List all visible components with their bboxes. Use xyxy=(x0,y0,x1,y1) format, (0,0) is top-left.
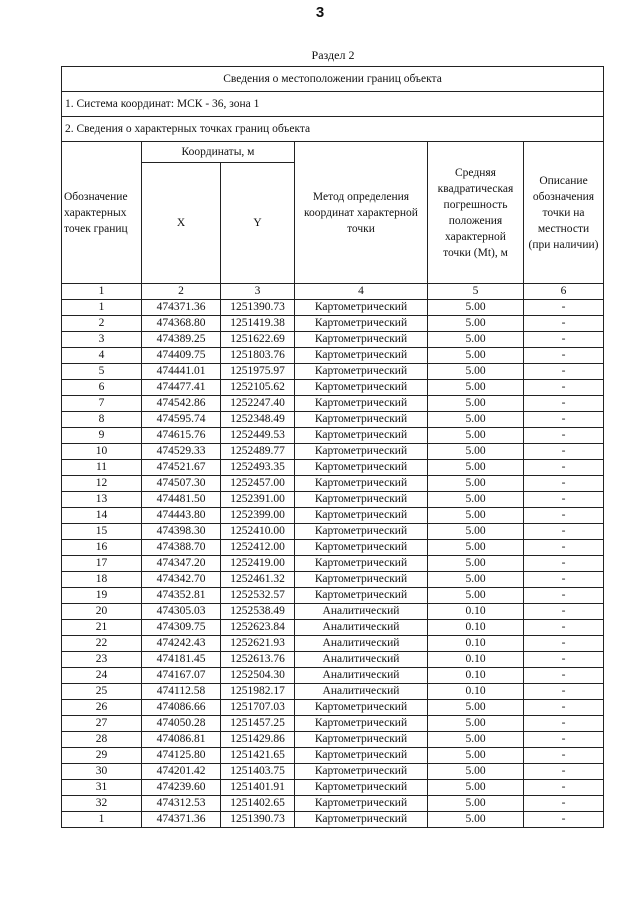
method-cell: Картометрический xyxy=(295,796,428,812)
y-coordinate-cell: 1252504.30 xyxy=(221,668,295,684)
method-cell: Картометрический xyxy=(295,476,428,492)
table-row xyxy=(62,716,604,732)
table-row xyxy=(62,524,604,540)
table-row xyxy=(62,508,604,524)
y-coordinate-cell: 1251429.86 xyxy=(221,732,295,748)
accuracy-cell: 0.10 xyxy=(428,668,524,684)
method-cell: Аналитический xyxy=(295,684,428,700)
description-cell: - xyxy=(524,764,604,780)
point-number-cell: 16 xyxy=(62,540,142,556)
method-cell: Картометрический xyxy=(295,460,428,476)
point-number-cell: 31 xyxy=(62,780,142,796)
boundary-points-table xyxy=(61,66,604,828)
x-coordinate-cell: 474167.07 xyxy=(142,668,221,684)
description-cell: - xyxy=(524,620,604,636)
table-row xyxy=(62,780,604,796)
accuracy-cell: 5.00 xyxy=(428,508,524,524)
x-coordinate-cell: 474239.60 xyxy=(142,780,221,796)
y-coordinate-cell: 1252412.00 xyxy=(221,540,295,556)
y-coordinate-cell: 1251622.69 xyxy=(221,332,295,348)
accuracy-cell: 5.00 xyxy=(428,796,524,812)
header-accuracy: Средняя квадратическая погрешность положения характерной точки (Mt), м xyxy=(428,142,524,284)
y-coordinate-cell: 1252410.00 xyxy=(221,524,295,540)
description-cell: - xyxy=(524,508,604,524)
y-coordinate-cell: 1252538.49 xyxy=(221,604,295,620)
method-cell: Картометрический xyxy=(295,524,428,540)
y-coordinate-cell: 1251403.75 xyxy=(221,764,295,780)
y-coordinate-cell: 1252399.00 xyxy=(221,508,295,524)
column-number: 1 xyxy=(62,284,142,300)
coord-system-row: 1. Система координат: МСК - 36, зона 1 xyxy=(62,92,604,117)
y-coordinate-cell: 1251419.38 xyxy=(221,316,295,332)
column-number: 5 xyxy=(428,284,524,300)
point-number-cell: 13 xyxy=(62,492,142,508)
x-coordinate-cell: 474125.80 xyxy=(142,748,221,764)
point-number-cell: 24 xyxy=(62,668,142,684)
method-cell: Аналитический xyxy=(295,604,428,620)
y-coordinate-cell: 1251401.91 xyxy=(221,780,295,796)
x-coordinate-cell: 474312.53 xyxy=(142,796,221,812)
method-cell: Картометрический xyxy=(295,540,428,556)
description-cell: - xyxy=(524,364,604,380)
x-coordinate-cell: 474388.70 xyxy=(142,540,221,556)
table-row xyxy=(62,380,604,396)
table-row xyxy=(62,684,604,700)
point-number-cell: 26 xyxy=(62,700,142,716)
point-number-cell: 17 xyxy=(62,556,142,572)
table-row xyxy=(62,652,604,668)
description-cell: - xyxy=(524,300,604,316)
description-cell: - xyxy=(524,700,604,716)
y-coordinate-cell: 1252623.84 xyxy=(221,620,295,636)
accuracy-cell: 5.00 xyxy=(428,412,524,428)
method-cell: Картометрический xyxy=(295,748,428,764)
table-row xyxy=(62,396,604,412)
accuracy-cell: 5.00 xyxy=(428,444,524,460)
x-coordinate-cell: 474529.33 xyxy=(142,444,221,460)
method-cell: Картометрический xyxy=(295,380,428,396)
description-cell: - xyxy=(524,684,604,700)
accuracy-cell: 5.00 xyxy=(428,748,524,764)
accuracy-cell: 5.00 xyxy=(428,300,524,316)
x-coordinate-cell: 474342.70 xyxy=(142,572,221,588)
method-cell: Картометрический xyxy=(295,364,428,380)
column-number: 2 xyxy=(142,284,221,300)
header-point-designation: Обозначение характерных точек границ xyxy=(62,142,142,284)
table-row xyxy=(62,588,604,604)
x-coordinate-cell: 474521.67 xyxy=(142,460,221,476)
accuracy-cell: 5.00 xyxy=(428,492,524,508)
x-coordinate-cell: 474305.03 xyxy=(142,604,221,620)
method-cell: Картометрический xyxy=(295,588,428,604)
y-coordinate-cell: 1252391.00 xyxy=(221,492,295,508)
description-cell: - xyxy=(524,748,604,764)
x-coordinate-cell: 474389.25 xyxy=(142,332,221,348)
method-cell: Картометрический xyxy=(295,764,428,780)
table-row xyxy=(62,348,604,364)
method-cell: Картометрический xyxy=(295,812,428,828)
x-coordinate-cell: 474398.30 xyxy=(142,524,221,540)
description-cell: - xyxy=(524,636,604,652)
column-number-row xyxy=(62,284,604,300)
x-coordinate-cell: 474347.20 xyxy=(142,556,221,572)
method-cell: Картометрический xyxy=(295,316,428,332)
method-cell: Картометрический xyxy=(295,700,428,716)
header-description: Описание обозначения точки на местности (при наличии) xyxy=(524,142,604,284)
y-coordinate-cell: 1251390.73 xyxy=(221,300,295,316)
description-cell: - xyxy=(524,732,604,748)
point-number-cell: 4 xyxy=(62,348,142,364)
point-number-cell: 28 xyxy=(62,732,142,748)
y-coordinate-cell: 1252461.32 xyxy=(221,572,295,588)
description-cell: - xyxy=(524,460,604,476)
description-cell: - xyxy=(524,796,604,812)
description-cell: - xyxy=(524,668,604,684)
column-number: 4 xyxy=(295,284,428,300)
description-cell: - xyxy=(524,556,604,572)
accuracy-cell: 5.00 xyxy=(428,540,524,556)
point-number-cell: 32 xyxy=(62,796,142,812)
point-number-cell: 7 xyxy=(62,396,142,412)
method-cell: Аналитический xyxy=(295,652,428,668)
x-coordinate-cell: 474441.01 xyxy=(142,364,221,380)
description-cell: - xyxy=(524,316,604,332)
y-coordinate-cell: 1251707.03 xyxy=(221,700,295,716)
description-cell: - xyxy=(524,428,604,444)
y-coordinate-cell: 1251421.65 xyxy=(221,748,295,764)
accuracy-cell: 5.00 xyxy=(428,476,524,492)
x-coordinate-cell: 474477.41 xyxy=(142,380,221,396)
method-cell: Картометрический xyxy=(295,716,428,732)
description-cell: - xyxy=(524,396,604,412)
method-cell: Картометрический xyxy=(295,428,428,444)
description-cell: - xyxy=(524,588,604,604)
description-cell: - xyxy=(524,716,604,732)
point-number-cell: 14 xyxy=(62,508,142,524)
header-x: X xyxy=(142,163,221,284)
accuracy-cell: 5.00 xyxy=(428,364,524,380)
table-row xyxy=(62,300,604,316)
table-row xyxy=(62,332,604,348)
accuracy-cell: 5.00 xyxy=(428,556,524,572)
description-cell: - xyxy=(524,348,604,364)
method-cell: Картометрический xyxy=(295,444,428,460)
method-cell: Картометрический xyxy=(295,332,428,348)
accuracy-cell: 5.00 xyxy=(428,524,524,540)
header-coordinates: Координаты, м xyxy=(142,142,295,163)
x-coordinate-cell: 474409.75 xyxy=(142,348,221,364)
table-row xyxy=(62,812,604,828)
description-cell: - xyxy=(524,524,604,540)
point-number-cell: 18 xyxy=(62,572,142,588)
description-cell: - xyxy=(524,476,604,492)
point-number-cell: 1 xyxy=(62,300,142,316)
y-coordinate-cell: 1252419.00 xyxy=(221,556,295,572)
accuracy-cell: 5.00 xyxy=(428,460,524,476)
accuracy-cell: 5.00 xyxy=(428,780,524,796)
table-row xyxy=(62,556,604,572)
header-method: Метод определения координат характерной точки xyxy=(295,142,428,284)
table-row xyxy=(62,460,604,476)
accuracy-cell: 5.00 xyxy=(428,396,524,412)
accuracy-cell: 0.10 xyxy=(428,684,524,700)
x-coordinate-cell: 474371.36 xyxy=(142,300,221,316)
method-cell: Аналитический xyxy=(295,668,428,684)
table-row xyxy=(62,748,604,764)
y-coordinate-cell: 1251982.17 xyxy=(221,684,295,700)
y-coordinate-cell: 1252532.57 xyxy=(221,588,295,604)
accuracy-cell: 5.00 xyxy=(428,700,524,716)
method-cell: Картометрический xyxy=(295,556,428,572)
method-cell: Аналитический xyxy=(295,636,428,652)
x-coordinate-cell: 474309.75 xyxy=(142,620,221,636)
point-number-cell: 6 xyxy=(62,380,142,396)
x-coordinate-cell: 474368.80 xyxy=(142,316,221,332)
y-coordinate-cell: 1252348.49 xyxy=(221,412,295,428)
point-number-cell: 22 xyxy=(62,636,142,652)
method-cell: Картометрический xyxy=(295,732,428,748)
table-row xyxy=(62,428,604,444)
accuracy-cell: 0.10 xyxy=(428,604,524,620)
description-cell: - xyxy=(524,652,604,668)
accuracy-cell: 0.10 xyxy=(428,636,524,652)
y-coordinate-cell: 1252457.00 xyxy=(221,476,295,492)
x-coordinate-cell: 474542.86 xyxy=(142,396,221,412)
accuracy-cell: 5.00 xyxy=(428,732,524,748)
column-number: 3 xyxy=(221,284,295,300)
point-number-cell: 19 xyxy=(62,588,142,604)
table-row xyxy=(62,668,604,684)
method-cell: Аналитический xyxy=(295,620,428,636)
method-cell: Картометрический xyxy=(295,780,428,796)
point-number-cell: 3 xyxy=(62,332,142,348)
method-cell: Картометрический xyxy=(295,508,428,524)
description-cell: - xyxy=(524,572,604,588)
points-heading-row: 2. Сведения о характерных точках границ объекта xyxy=(62,117,604,142)
table-row xyxy=(62,764,604,780)
table-row xyxy=(62,796,604,812)
table-row xyxy=(62,364,604,380)
description-cell: - xyxy=(524,412,604,428)
description-cell: - xyxy=(524,780,604,796)
accuracy-cell: 5.00 xyxy=(428,428,524,444)
y-coordinate-cell: 1252621.93 xyxy=(221,636,295,652)
point-number-cell: 27 xyxy=(62,716,142,732)
table-row xyxy=(62,444,604,460)
x-coordinate-cell: 474242.43 xyxy=(142,636,221,652)
point-number-cell: 29 xyxy=(62,748,142,764)
method-cell: Картометрический xyxy=(295,572,428,588)
x-coordinate-cell: 474481.50 xyxy=(142,492,221,508)
accuracy-cell: 5.00 xyxy=(428,572,524,588)
table-row xyxy=(62,620,604,636)
method-cell: Картометрический xyxy=(295,492,428,508)
y-coordinate-cell: 1251803.76 xyxy=(221,348,295,364)
point-number-cell: 5 xyxy=(62,364,142,380)
table-row xyxy=(62,492,604,508)
y-coordinate-cell: 1252613.76 xyxy=(221,652,295,668)
description-cell: - xyxy=(524,604,604,620)
x-coordinate-cell: 474443.80 xyxy=(142,508,221,524)
method-cell: Картометрический xyxy=(295,348,428,364)
point-number-cell: 8 xyxy=(62,412,142,428)
table-row xyxy=(62,412,604,428)
x-coordinate-cell: 474371.36 xyxy=(142,812,221,828)
table-row xyxy=(62,540,604,556)
x-coordinate-cell: 474086.81 xyxy=(142,732,221,748)
table-row xyxy=(62,476,604,492)
accuracy-cell: 5.00 xyxy=(428,348,524,364)
x-coordinate-cell: 474507.30 xyxy=(142,476,221,492)
point-number-cell: 1 xyxy=(62,812,142,828)
accuracy-cell: 5.00 xyxy=(428,764,524,780)
point-number-cell: 11 xyxy=(62,460,142,476)
y-coordinate-cell: 1252449.53 xyxy=(221,428,295,444)
x-coordinate-cell: 474050.28 xyxy=(142,716,221,732)
description-cell: - xyxy=(524,540,604,556)
table-row xyxy=(62,700,604,716)
x-coordinate-cell: 474112.58 xyxy=(142,684,221,700)
method-cell: Картометрический xyxy=(295,412,428,428)
method-cell: Картометрический xyxy=(295,300,428,316)
y-coordinate-cell: 1251975.97 xyxy=(221,364,295,380)
description-cell: - xyxy=(524,380,604,396)
x-coordinate-cell: 474352.81 xyxy=(142,588,221,604)
x-coordinate-cell: 474201.42 xyxy=(142,764,221,780)
description-cell: - xyxy=(524,812,604,828)
point-number-cell: 12 xyxy=(62,476,142,492)
y-coordinate-cell: 1252247.40 xyxy=(221,396,295,412)
accuracy-cell: 0.10 xyxy=(428,652,524,668)
y-coordinate-cell: 1252493.35 xyxy=(221,460,295,476)
x-coordinate-cell: 474595.74 xyxy=(142,412,221,428)
y-coordinate-cell: 1252489.77 xyxy=(221,444,295,460)
table-row xyxy=(62,316,604,332)
table-row xyxy=(62,636,604,652)
accuracy-cell: 5.00 xyxy=(428,588,524,604)
section-label: Раздел 2 xyxy=(311,48,355,62)
point-number-cell: 10 xyxy=(62,444,142,460)
column-number: 6 xyxy=(524,284,604,300)
y-coordinate-cell: 1251390.73 xyxy=(221,812,295,828)
table-row xyxy=(62,732,604,748)
accuracy-cell: 5.00 xyxy=(428,316,524,332)
point-number-cell: 2 xyxy=(62,316,142,332)
method-cell: Картометрический xyxy=(295,396,428,412)
y-coordinate-cell: 1252105.62 xyxy=(221,380,295,396)
header-y: Y xyxy=(221,163,295,284)
point-number-cell: 30 xyxy=(62,764,142,780)
accuracy-cell: 5.00 xyxy=(428,812,524,828)
accuracy-cell: 0.10 xyxy=(428,620,524,636)
description-cell: - xyxy=(524,444,604,460)
x-coordinate-cell: 474181.45 xyxy=(142,652,221,668)
accuracy-cell: 5.00 xyxy=(428,332,524,348)
table-title: Сведения о местоположении границ объекта xyxy=(62,67,604,92)
point-number-cell: 9 xyxy=(62,428,142,444)
point-number-cell: 21 xyxy=(62,620,142,636)
description-cell: - xyxy=(524,492,604,508)
x-coordinate-cell: 474615.76 xyxy=(142,428,221,444)
table-row xyxy=(62,604,604,620)
x-coordinate-cell: 474086.66 xyxy=(142,700,221,716)
y-coordinate-cell: 1251457.25 xyxy=(221,716,295,732)
point-number-cell: 20 xyxy=(62,604,142,620)
description-cell: - xyxy=(524,332,604,348)
y-coordinate-cell: 1251402.65 xyxy=(221,796,295,812)
accuracy-cell: 5.00 xyxy=(428,716,524,732)
page-number: 3 xyxy=(315,4,325,21)
accuracy-cell: 5.00 xyxy=(428,380,524,396)
point-number-cell: 23 xyxy=(62,652,142,668)
point-number-cell: 15 xyxy=(62,524,142,540)
point-number-cell: 25 xyxy=(62,684,142,700)
table-row xyxy=(62,572,604,588)
